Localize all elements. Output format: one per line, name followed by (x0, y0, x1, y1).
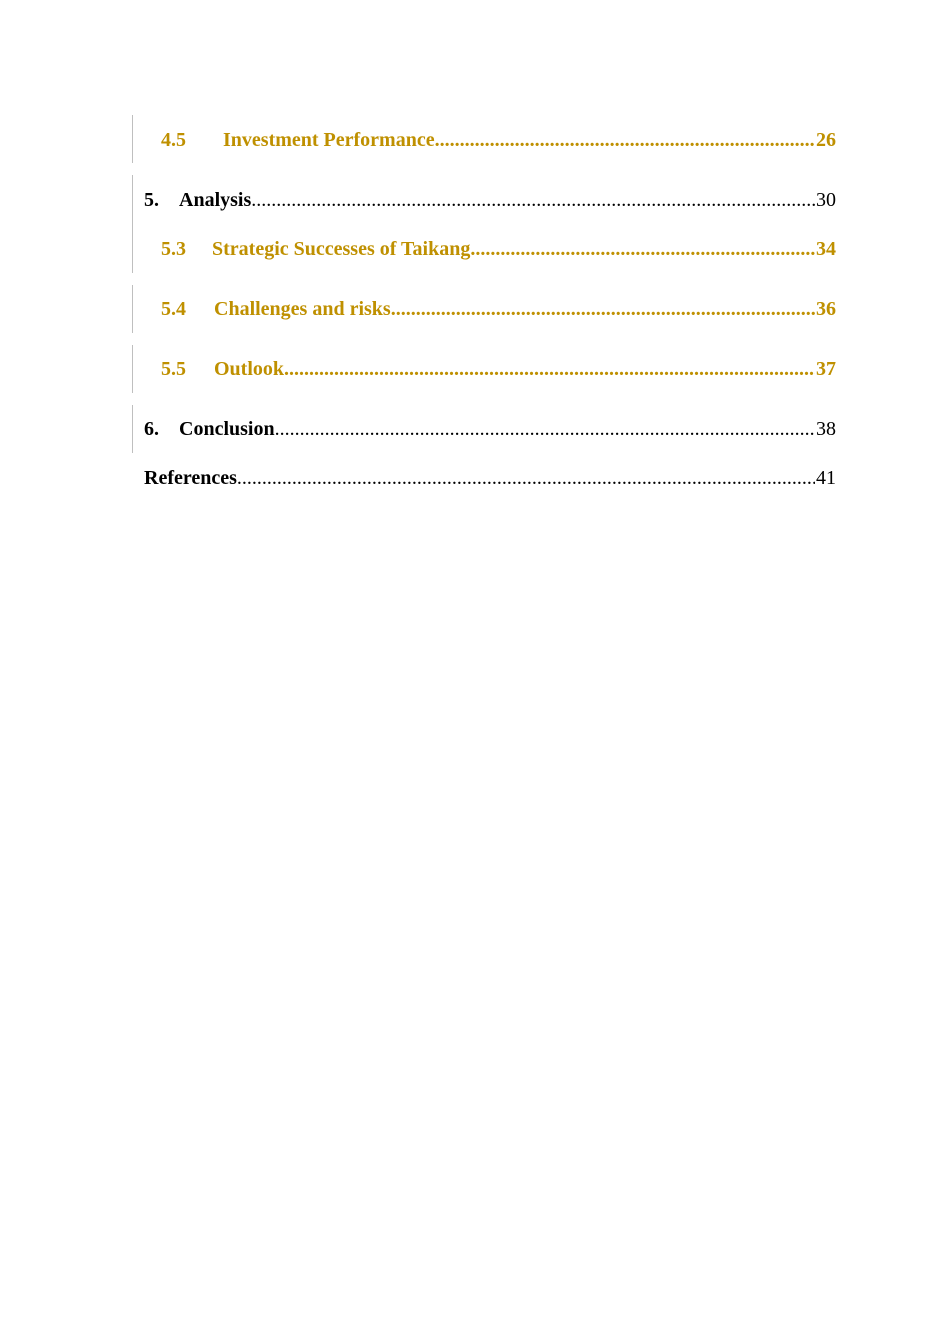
toc-entry-page: 41 (816, 467, 836, 489)
toc-entry-number: 6. (144, 418, 159, 440)
toc-entry-investment-performance[interactable] (161, 127, 836, 153)
toc-entry-page: 37 (816, 358, 836, 380)
toc-leader-dots (470, 236, 815, 262)
margin-bar (132, 285, 133, 333)
toc-entry-number: 5.3 (161, 238, 186, 260)
toc-entry-title: Challenges and risks (214, 298, 391, 320)
margin-bar (132, 345, 133, 393)
toc-leader-dots (275, 416, 815, 442)
toc-entry-title: Conclusion (179, 418, 275, 440)
toc-entry-conclusion[interactable] (144, 416, 836, 442)
toc-entry-title: Analysis (179, 189, 252, 211)
toc-entry-page: 36 (816, 298, 836, 320)
toc-entry-number: 4.5 (161, 129, 186, 151)
toc-entry-title: Investment Performance (223, 129, 435, 151)
margin-bar (132, 115, 133, 163)
toc-leader-dots (391, 296, 815, 322)
toc-entry-title: Strategic Successes of Taikang (212, 238, 471, 260)
toc-leader-dots (435, 127, 815, 153)
toc-leader-dots (251, 187, 815, 213)
toc-entry-number: 5.4 (161, 298, 186, 320)
toc-entry-page: 38 (816, 418, 836, 440)
toc-entry-number: 5.5 (161, 358, 186, 380)
toc-entry-title: Outlook (214, 358, 285, 380)
toc-entry-challenges-and-risks[interactable] (161, 296, 836, 322)
margin-bar (132, 175, 133, 273)
toc-entry-page: 26 (816, 129, 836, 151)
toc-entry-page: 34 (816, 238, 836, 260)
toc-entry-number: 5. (144, 189, 159, 211)
toc-entry-page: 30 (816, 189, 836, 211)
toc-leader-dots (284, 356, 815, 382)
toc-leader-dots (237, 465, 815, 491)
toc-entry-title: References (144, 467, 237, 489)
toc-entry-outlook[interactable] (161, 356, 836, 382)
margin-bar (132, 405, 133, 453)
toc-entry-strategic-successes[interactable] (161, 236, 836, 262)
toc-entry-analysis[interactable] (144, 187, 836, 213)
toc-entry-references[interactable] (144, 465, 836, 491)
